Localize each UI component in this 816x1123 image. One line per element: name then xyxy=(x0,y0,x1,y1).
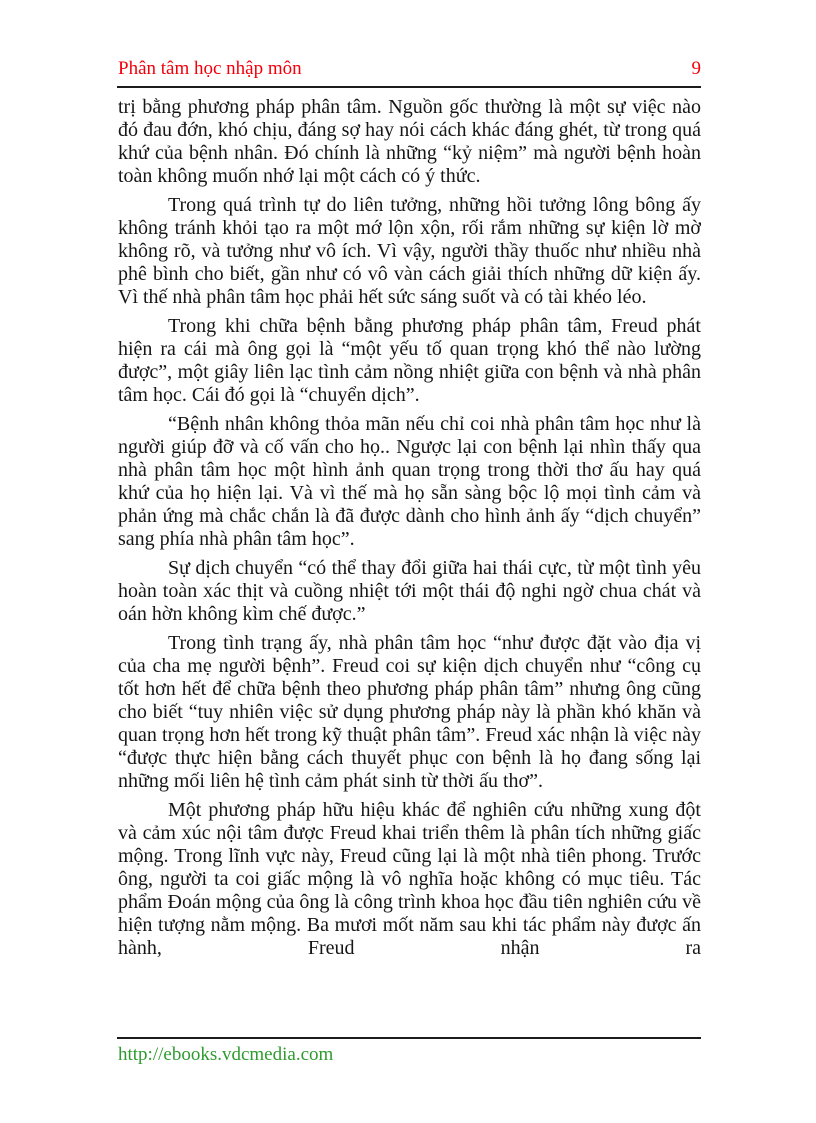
running-title: Phân tâm học nhập môn xyxy=(118,58,302,79)
body-paragraph-1: trị bằng phương pháp phân tâm. Nguồn gốc thường là một sự việc nào đó đau đớn, khó chịu, đáng sợ hay nói cách khác đáng ghét, từ trong quá khứ của bệnh nhân. Đó chính là những “kỷ niệm” mà người bệnh hoàn toàn không muốn nhớ lại một cách có ý thức. xyxy=(118,96,701,187)
body-paragraph-5: Sự dịch chuyển “có thể thay đổi giữa hai thái cực, từ một tình yêu hoàn toàn xác thịt và cuồng nhiệt tới một thái độ nghi ngờ chua chát và oán hờn không kìm chế được.” xyxy=(118,557,701,625)
page-footer xyxy=(118,1043,701,1066)
page-header xyxy=(118,57,701,80)
body-paragraph-4: “Bệnh nhân không thỏa mãn nếu chỉ coi nhà phân tâm học như là người giúp đỡ và cố vấn cho họ.. Ngược lại con bệnh lại nhìn thấy qua nhà phân tâm học một hình ảnh quan trọng trong thời thơ ấu hay quá khứ của họ hiện lại. Và vì thế mà họ sẵn sàng bộc lộ mọi tình cảm và phản ứng mà chắc chắn là đã được dành cho hình ảnh ấy “dịch chuyển” sang phía nhà phân tâm học”. xyxy=(118,413,701,550)
header-rule xyxy=(117,86,701,88)
footer-url-link[interactable]: http://ebooks.vdcmedia.com xyxy=(118,1044,334,1065)
footer-rule xyxy=(117,1037,701,1039)
page-body xyxy=(118,96,701,1034)
body-paragraph-3: Trong khi chữa bệnh bằng phương pháp phân tâm, Freud phát hiện ra cái mà ông gọi là “một yếu tố quan trọng khó thể nào lường được”, một giây liên lạc tình cảm nồng nhiệt giữa con bệnh và nhà phân tâm học. Cái đó gọi là “chuyển dịch”. xyxy=(118,315,701,406)
body-paragraph-7: Một phương pháp hữu hiệu khác để nghiên cứu những xung đột và cảm xúc nội tâm được Freud khai triển thêm là phân tích những giấc mộng. Trong lĩnh vực này, Freud cũng lại là một nhà tiên phong. Trước ông, người ta coi giấc mộng là vô nghĩa hoặc không có mục tiêu. Tác phẩm Đoán mộng của ông là công trình khoa học đầu tiên nghiên cứu về hiện tượng nằm mộng. Ba mươi mốt năm sau khi tác phẩm này được ấn hành, Freud nhận ra xyxy=(118,799,701,959)
body-paragraph-2: Trong quá trình tự do liên tưởng, những hồi tưởng lông bông ấy không tránh khỏi tạo ra một mớ lộn xộn, rối rắm những sự kiện lờ mờ không rõ, và tưởng như vô ích. Vì vậy, người thầy thuốc như nhiều nhà phê bình cho biết, gần như có vô vàn cách giải thích những dữ kiện ấy. Vì thế nhà phân tâm học phải hết sức sáng suốt và có tài khéo léo. xyxy=(118,194,701,308)
body-paragraph-6: Trong tình trạng ấy, nhà phân tâm học “như được đặt vào địa vị của cha mẹ người bệnh”. Freud coi sự kiện dịch chuyển như “công cụ tốt hơn hết để chữa bệnh theo phương pháp phân tâm” nhưng ông cũng cho biết “tuy nhiên việc sử dụng phương pháp này là phần khó khăn và quan trọng hơn hết trong kỹ thuật phân tâm”. Freud xác nhận là việc này “được thực hiện bằng cách thuyết phục con bệnh là họ đang sống lại những mối liên hệ tình cảm phát sinh từ thời ấu thơ”. xyxy=(118,632,701,792)
page-number: 9 xyxy=(691,58,701,79)
